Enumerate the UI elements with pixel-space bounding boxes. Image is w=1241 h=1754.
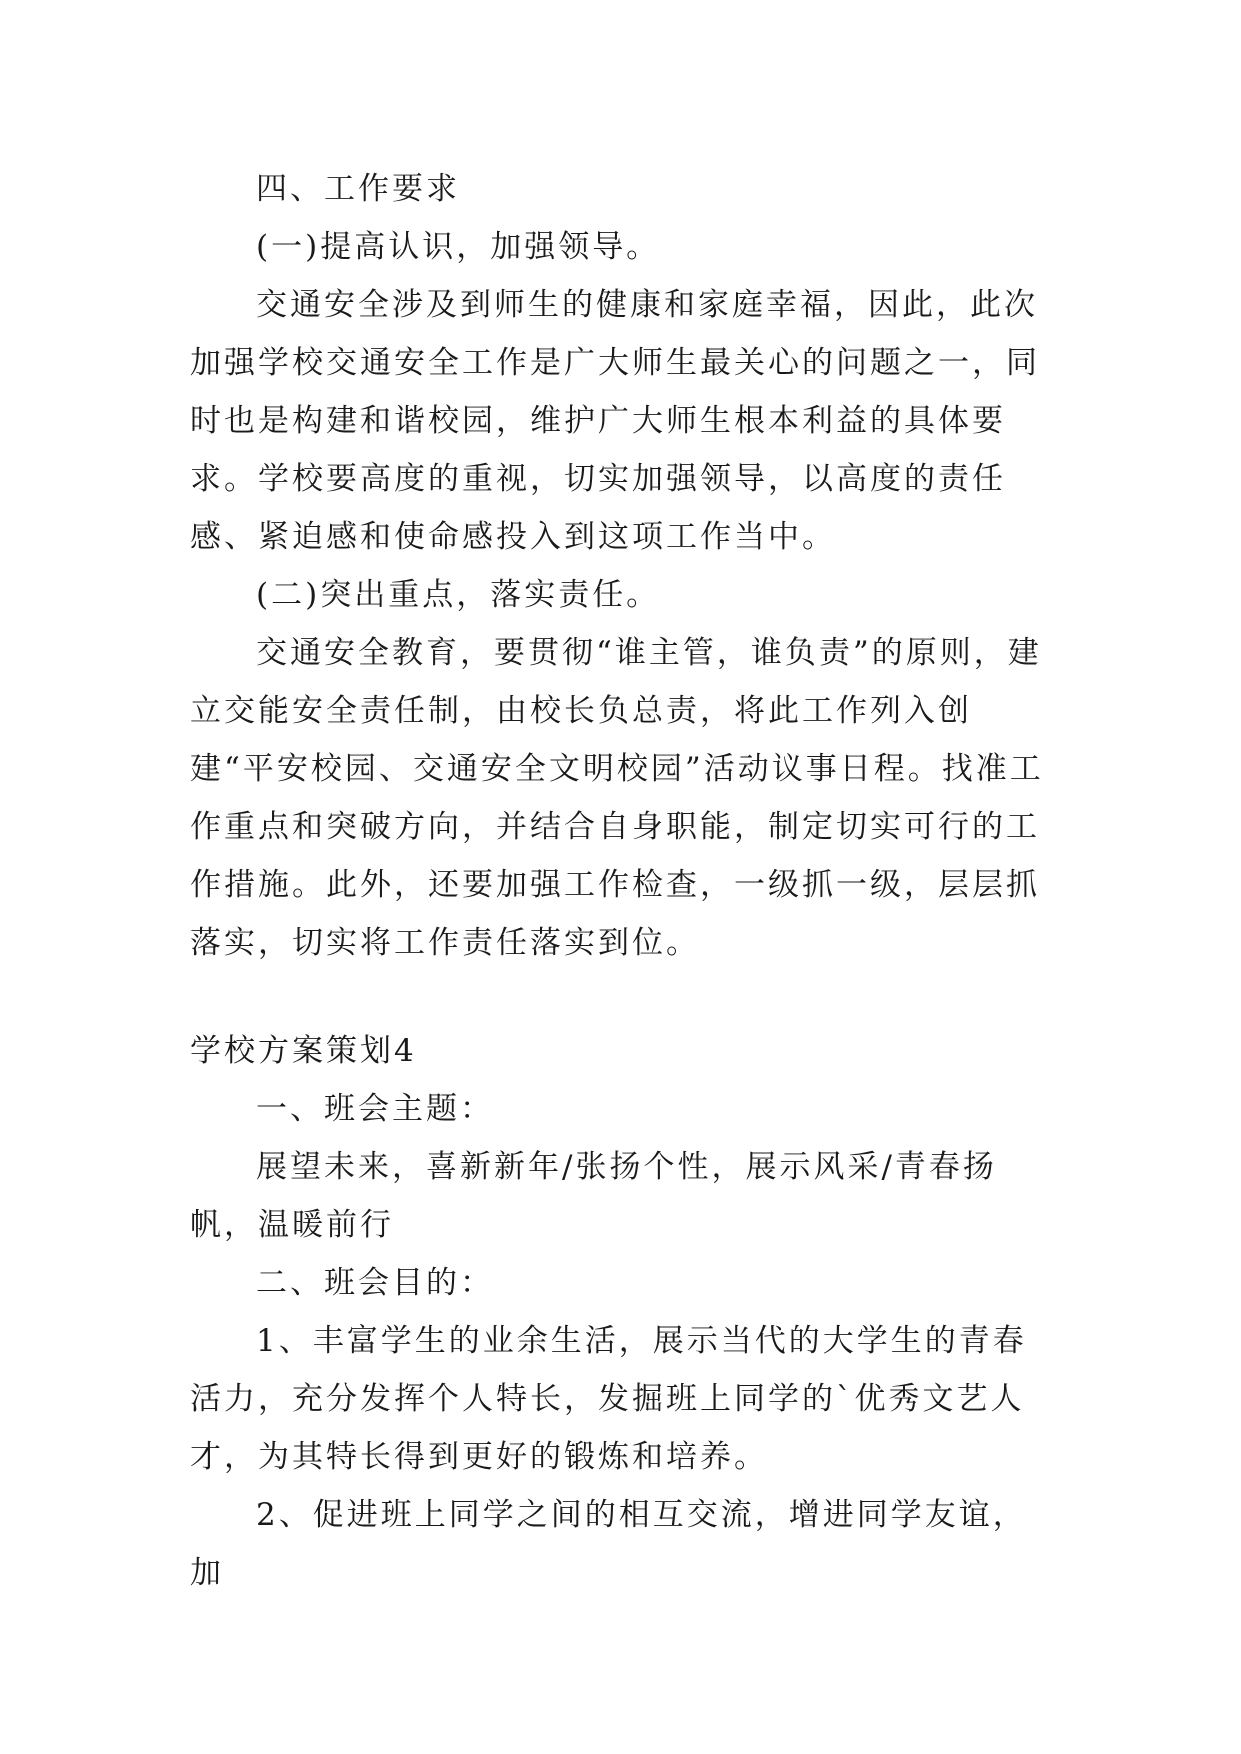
paragraph-traffic-safety: 交通安全涉及到师生的健康和家庭幸福，因此，此次加强学校交通安全工作是广大师生最关心的问题之一，同时也是构建和谐校园，维护广大师生根本利益的具体要求。学校要高度的重视，切实加强领导，以高度的责任感、紧迫感和使命感投入到这项工作当中。	[190, 287, 1040, 555]
section-heading-work-requirements: 四、工作要求	[256, 171, 460, 207]
subheading-raise-awareness: (一)提高认识，加强领导。	[256, 229, 661, 265]
item-heading-class-purpose: 二、班会目的：	[256, 1265, 494, 1301]
subheading-highlight-focus: (二)突出重点，落实责任。	[256, 577, 661, 613]
paragraph-safety-education: 交通安全教育，要贯彻“谁主管，谁负责”的原则，建立交能安全责任制，由校长负总责，将此工作列入创建“平安校园、交通安全文明校园”活动议事日程。找准工作重点和突破方向，并结合自身职能，制定切实可行的工作措施。此外，还要加强工作检查，一级抓一级，层层抓落实，切实将工作责任落实到位。	[190, 635, 1044, 961]
item-heading-class-theme: 一、班会主题：	[256, 1091, 494, 1127]
section-spacer	[190, 972, 1050, 1022]
document-body	[190, 160, 1050, 1602]
paragraph-purpose-point-1: 1、丰富学生的业余生活，展示当代的大学生的青春活力，充分发挥个人特长，发掘班上同学的`优秀文艺人才，为其特长得到更好的锻炼和培养。	[190, 1323, 1027, 1475]
paragraph-class-theme: 展望未来，喜新新年/张扬个性，展示风采/青春扬帆，温暖前行	[190, 1149, 997, 1243]
paragraph-purpose-point-2: 2、促进班上同学之间的相互交流，增进同学友谊，加	[190, 1497, 1027, 1591]
section-title-school-plan-4: 学校方案策划4	[190, 1033, 417, 1069]
